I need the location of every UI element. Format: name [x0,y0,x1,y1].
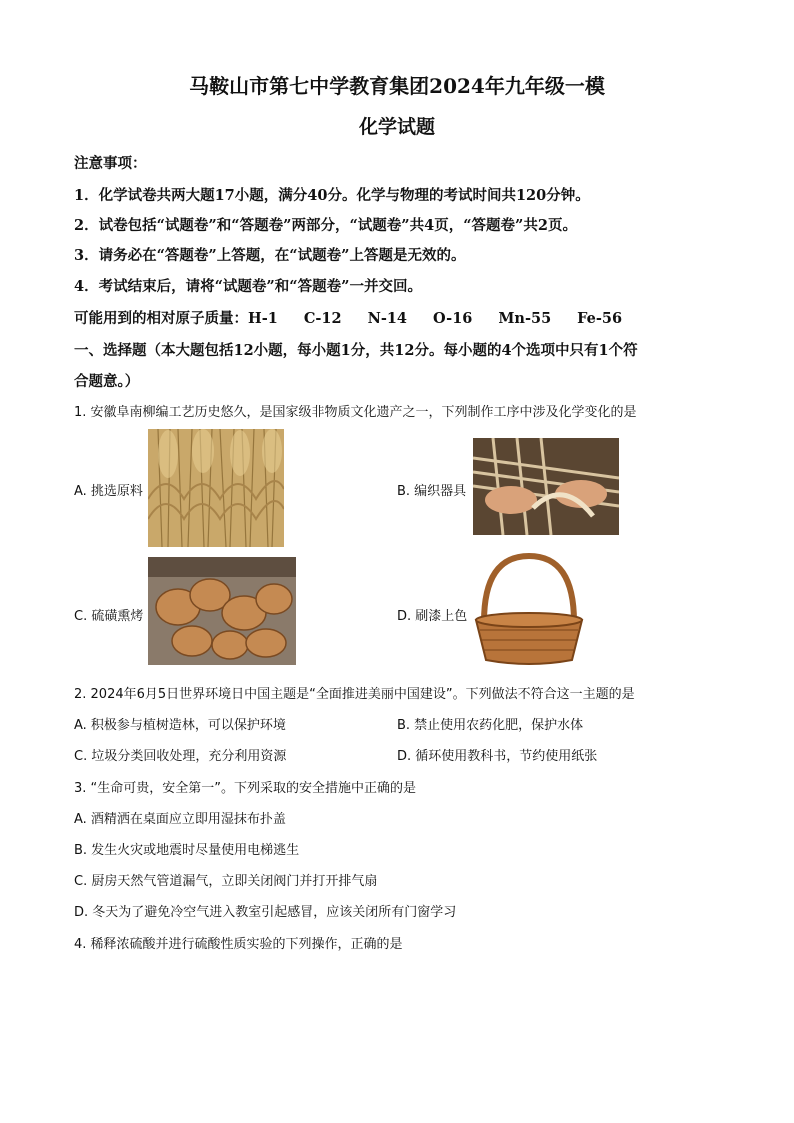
q2-option-b: B. 禁止使用农药化肥，保护水体 [397,718,584,733]
section-heading-cont: 合题意。） [74,373,140,390]
atomic-mass-value: N-14 [367,310,408,327]
q3-option-d: D. 冬天为了避免冷空气进入教室引起感冒，应该关闭所有门窗学习 [74,905,457,920]
question-2-stem: 2. 2024年6月5日世界环境日中国主题是“全面推进美丽中国建设”。下列做法不符合这一主题的是 [74,687,635,702]
notice-item: 1．化学试卷共两大题17小题，满分40分。化学与物理的考试时间共120分钟。 [74,187,590,204]
q2-option-d: D. 循环使用教科书，节约使用纸张 [397,749,598,764]
section-heading: 一、选择题（本大题包括12小题，每小题1分，共12分。每小题的4个选项中只有1个符 [74,342,638,359]
atomic-mass-value: O-16 [433,310,473,327]
question-4-stem: 4. 稀释浓硫酸并进行硫酸性质实验的下列操作，正确的是 [74,937,403,952]
notice-item: 2．试卷包括“试题卷”和“答题卷”两部分，“试题卷”共4页，“答题卷”共2页。 [74,217,577,234]
question-3-stem: 3. “生命可贵，安全第一”。下列采取的安全措施中正确的是 [74,781,417,796]
notice-item: 4．考试结束后，请将“试题卷”和“答题卷”一并交回。 [74,278,422,295]
q1-option-b: B. 编织器具 [397,484,467,499]
q1-option-c: C. 硫磺熏烤 [74,609,144,624]
exam-title: 马鞍山市第七中学教育集团2024年九年级一模 [189,74,605,98]
notice-item: 3．请务必在“答题卷”上答题，在“试题卷”上答题是无效的。 [74,247,466,264]
sulfur-smoking-baskets-image [148,557,296,665]
q1-option-d: D. 刷漆上色 [397,609,468,624]
wicker-raw-material-image [148,429,284,547]
wicker-basket-image [472,552,586,668]
q3-option-a: A. 酒精洒在桌面应立即用湿抹布扑盖 [74,812,286,827]
atomic-mass-value: C-12 [303,310,342,327]
q3-option-b: B. 发生火灾或地震时尽量使用电梯逃生 [74,843,300,858]
notice-heading: 注意事项： [74,155,147,172]
exam-subtitle: 化学试题 [358,116,435,138]
atomic-mass-value: Mn-55 [498,310,552,327]
q2-option-a: A. 积极参与植树造林，可以保护环境 [74,718,286,733]
atomic-mass-line [74,307,648,328]
atomic-mass-value: Fe-56 [577,310,623,327]
atomic-mass-value: H-1 [248,310,278,327]
atomic-mass-label: 可能用到的相对原子质量： [74,310,248,327]
q2-option-c: C. 垃圾分类回收处理，充分利用资源 [74,749,287,764]
weaving-hands-image [473,438,619,535]
q3-option-c: C. 厨房天然气管道漏气，立即关闭阀门并打开排气扇 [74,874,378,889]
q1-option-a: A. 挑选原料 [74,484,143,499]
question-1-stem: 1. 安徽阜南柳编工艺历史悠久，是国家级非物质文化遗产之一，下列制作工序中涉及化学变化的是 [74,405,637,420]
